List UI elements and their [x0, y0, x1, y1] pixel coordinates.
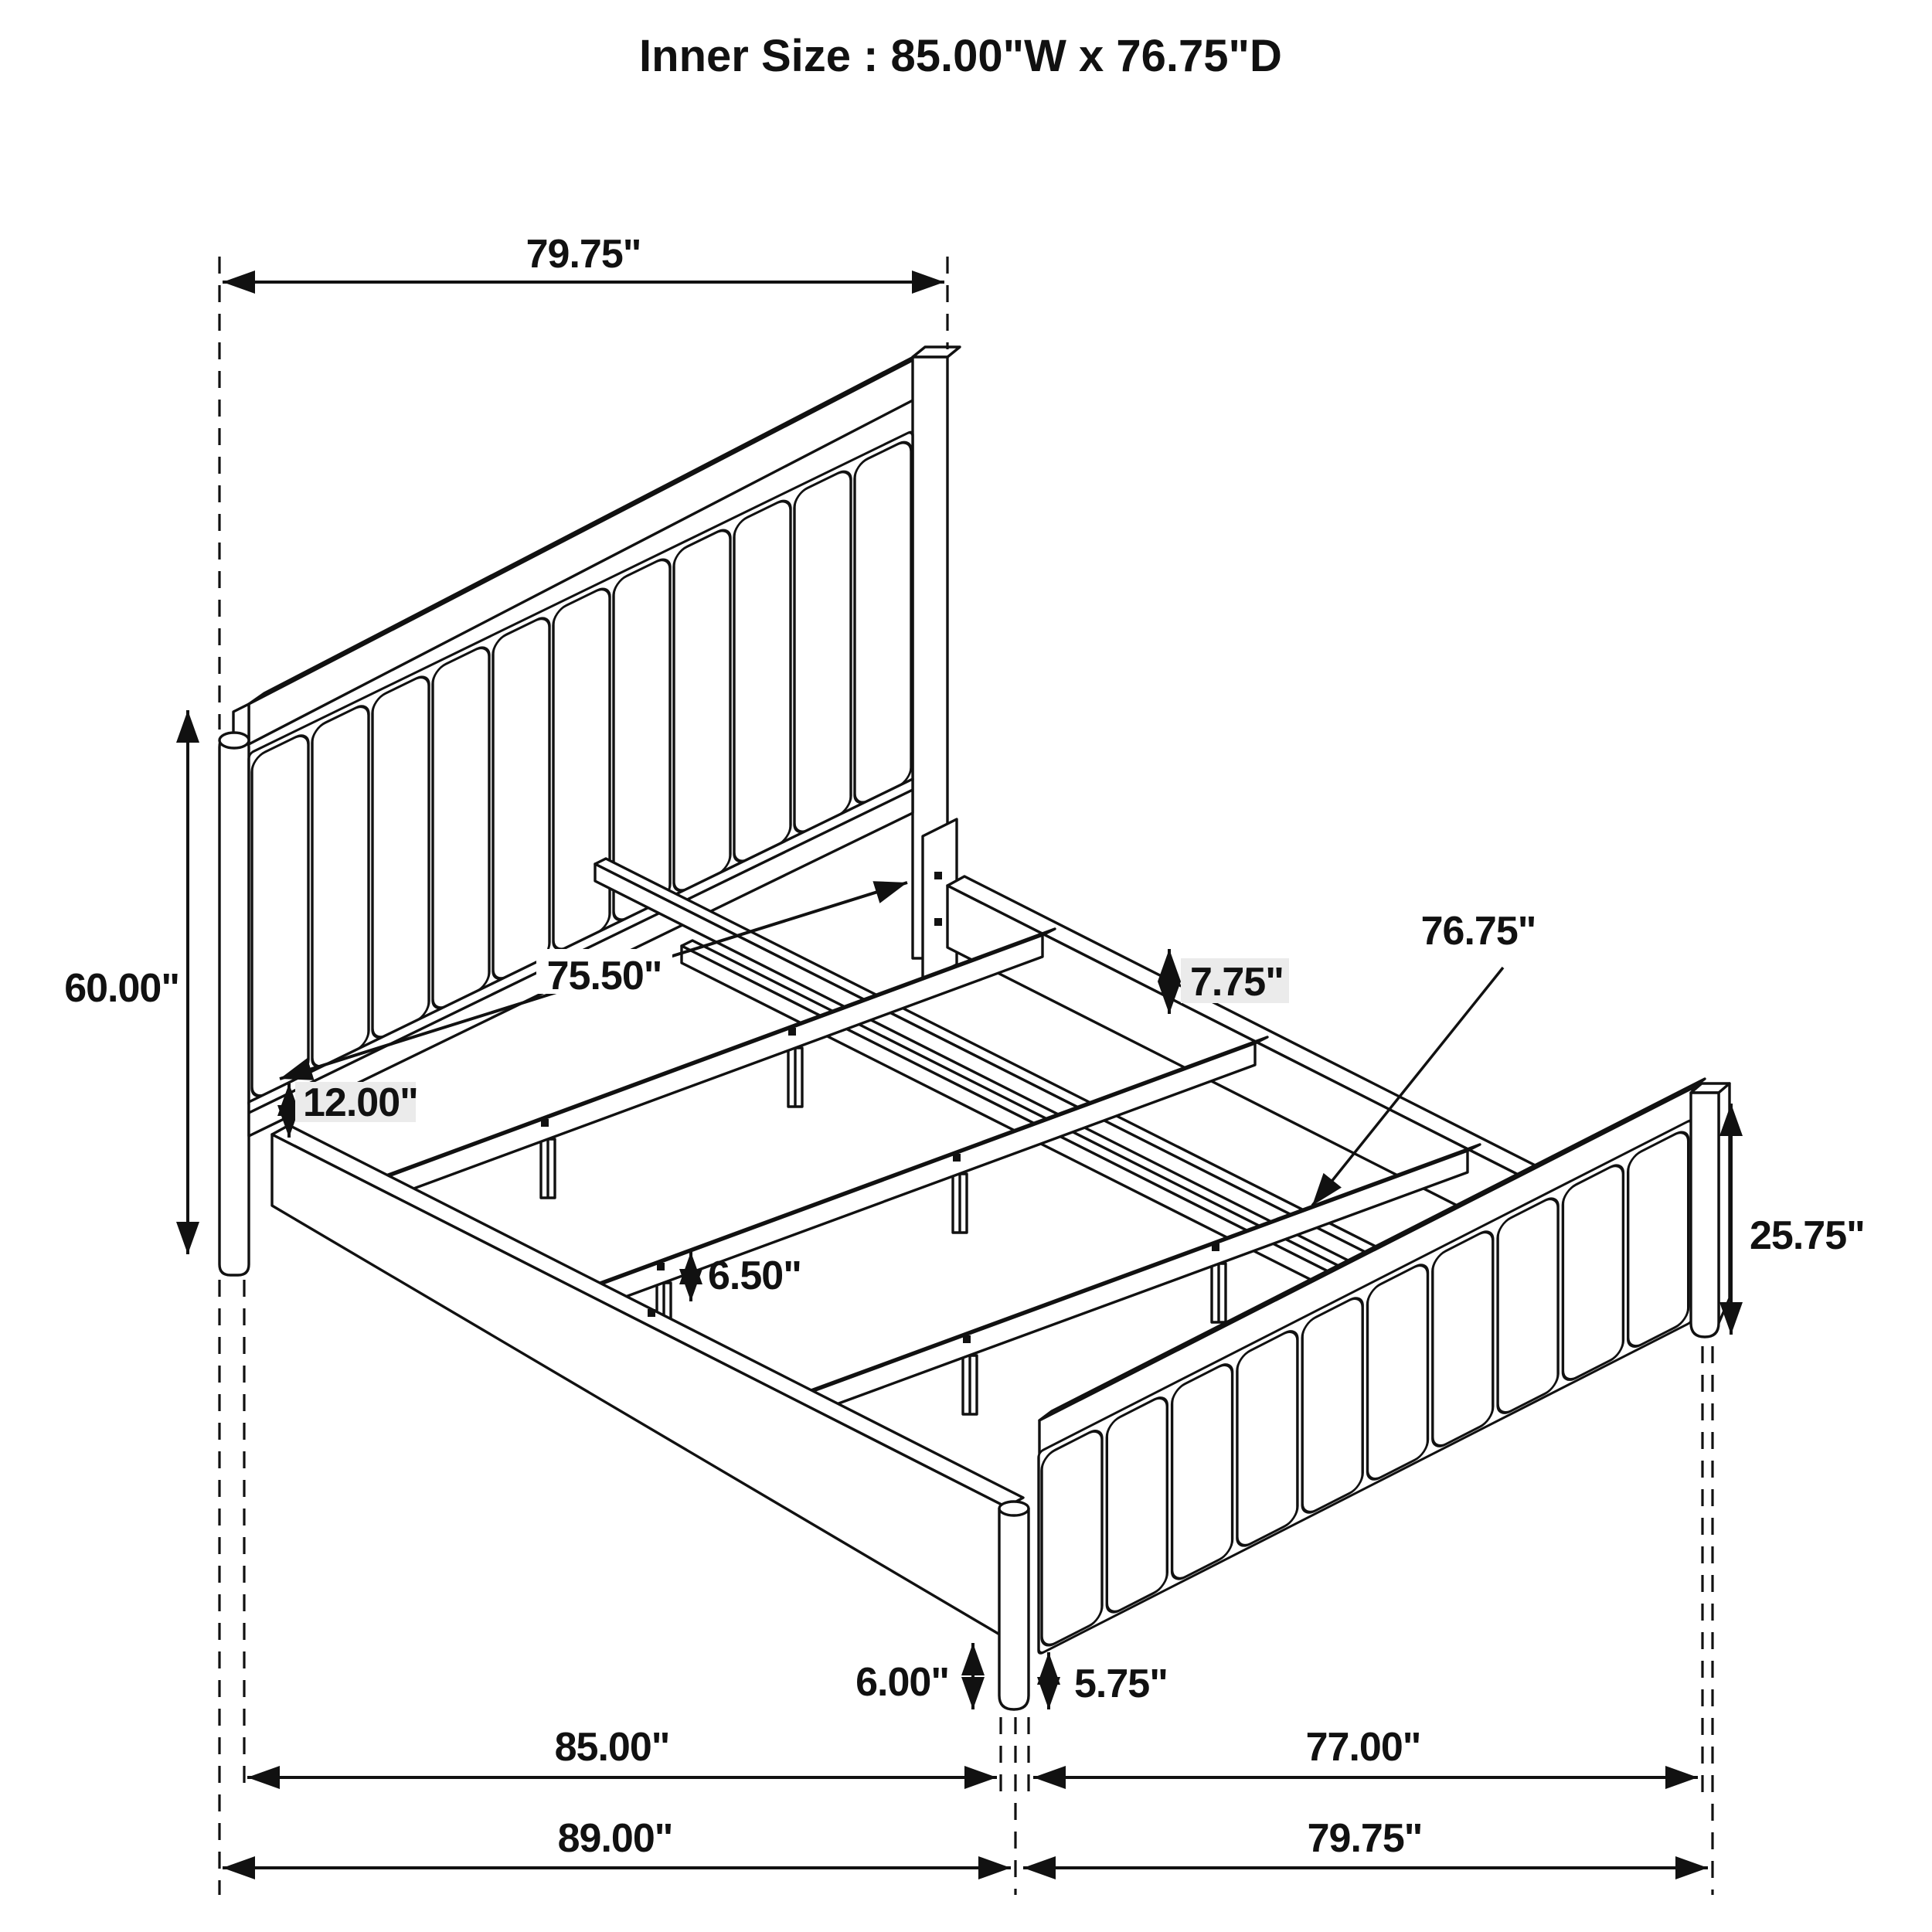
dimension-slat-leg-height: [691, 1252, 801, 1301]
front-leg: [999, 1502, 1029, 1709]
dimension-inner-width: [247, 1725, 997, 1777]
dimension-label: 6.50": [708, 1253, 801, 1298]
dimension-rail-floor-clearance: [855, 1643, 973, 1709]
dimension-side-rail-length: [1033, 1725, 1698, 1777]
dimension-outer-width: [223, 1816, 1011, 1868]
extension-lines: [219, 257, 1713, 1895]
diagram-title: Inner Size : 85.00"W x 76.75"D: [639, 31, 1282, 81]
headboard: [219, 347, 960, 1275]
dimension-label: 5.75": [1074, 1662, 1168, 1706]
dimension-label: 7.75": [1190, 960, 1284, 1005]
dimension-label: 60.00": [64, 966, 179, 1011]
dimension-label: 75.50": [546, 954, 662, 998]
dimension-label: 89.00": [557, 1816, 673, 1861]
dimension-headboard-width: [223, 232, 944, 282]
dimension-label: 77.00": [1305, 1725, 1421, 1770]
dimension-label: 6.00": [855, 1660, 949, 1705]
dimension-footboard-width: [1023, 1816, 1708, 1868]
footboard-post-side: [1719, 1083, 1730, 1323]
dimension-label: 12.00": [303, 1080, 418, 1125]
dimension-panel-rail-gap: [289, 1080, 418, 1138]
headboard-right-post-topface: [913, 347, 960, 357]
headboard-left-post-cap: [219, 733, 249, 748]
side-rail-left: [272, 1125, 1023, 1638]
dimension-label: 79.75": [526, 232, 641, 277]
headboard-left-post: [219, 733, 249, 1275]
dimension-label: 79.75": [1307, 1816, 1423, 1861]
dimension-footboard-floor-clearance: [1049, 1652, 1168, 1709]
footboard-post: [1691, 1093, 1719, 1337]
dimension-label: 85.00": [554, 1725, 670, 1770]
dimension-headboard-height: [64, 710, 188, 1254]
dimension-footboard-height: [1731, 1104, 1865, 1335]
dimension-label: 25.75": [1750, 1213, 1865, 1258]
side-rail-left-face: [272, 1134, 1006, 1638]
dimension-label: 76.75": [1420, 909, 1536, 954]
